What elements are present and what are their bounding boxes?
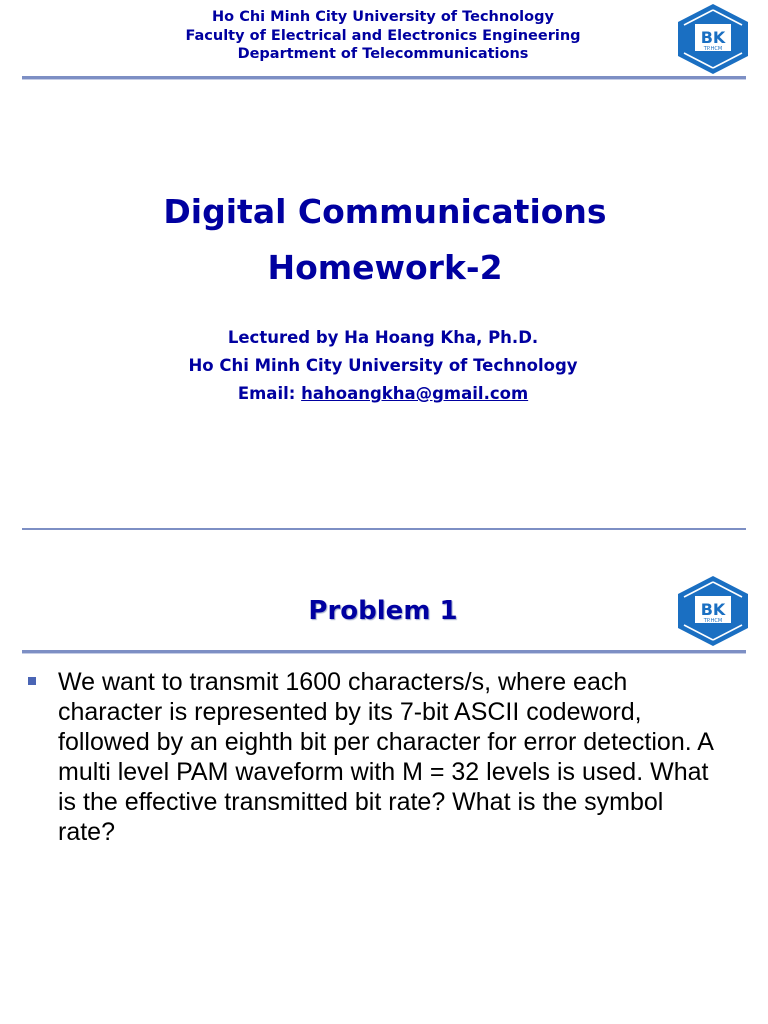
header-divider xyxy=(22,76,746,80)
problem-header-divider xyxy=(22,650,746,654)
bullet-square-icon xyxy=(28,677,36,685)
lecturer-name: Lectured by Ha Hoang Kha, Ph.D. xyxy=(227,328,539,347)
title-line-2: Homework-2 xyxy=(267,248,503,287)
problem-bullet xyxy=(28,667,718,847)
email-link[interactable]: hahoangkha@gmail.com xyxy=(301,384,529,403)
university-logo-icon xyxy=(676,2,750,76)
problem-statement: We want to transmit 1600 characters/s, where each character is represented by its 7-bit ASCII codeword, followed by an eighth bit per character for error detection. A multi level PAM waveform with M = 32 levels is used. What is the effective transmitted bit rate? What is the symbol rate? xyxy=(58,668,713,846)
logo-subtext: TP.HCM xyxy=(703,46,723,52)
lecturer-affiliation: Ho Chi Minh City University of Technology xyxy=(188,356,578,375)
header-faculty: Faculty of Electrical and Electronics Engineering xyxy=(185,27,581,44)
header-text xyxy=(130,8,636,64)
slide-title xyxy=(60,192,710,288)
problem-slide xyxy=(0,530,768,1024)
title-line-1: Digital Communications xyxy=(163,192,607,231)
lecturer-email-line xyxy=(130,380,636,408)
lecturer-info xyxy=(130,324,636,408)
header-department: Department of Telecommunications xyxy=(237,46,529,62)
problem-title: Problem 1 xyxy=(308,596,458,626)
header-university: Ho Chi Minh City University of Technology xyxy=(212,9,554,25)
logo-text: BK xyxy=(700,28,726,47)
logo-subtext: TP.HCM xyxy=(703,618,723,624)
university-logo-icon xyxy=(676,574,750,648)
email-label: Email: xyxy=(237,384,296,403)
logo-text: BK xyxy=(700,600,726,619)
